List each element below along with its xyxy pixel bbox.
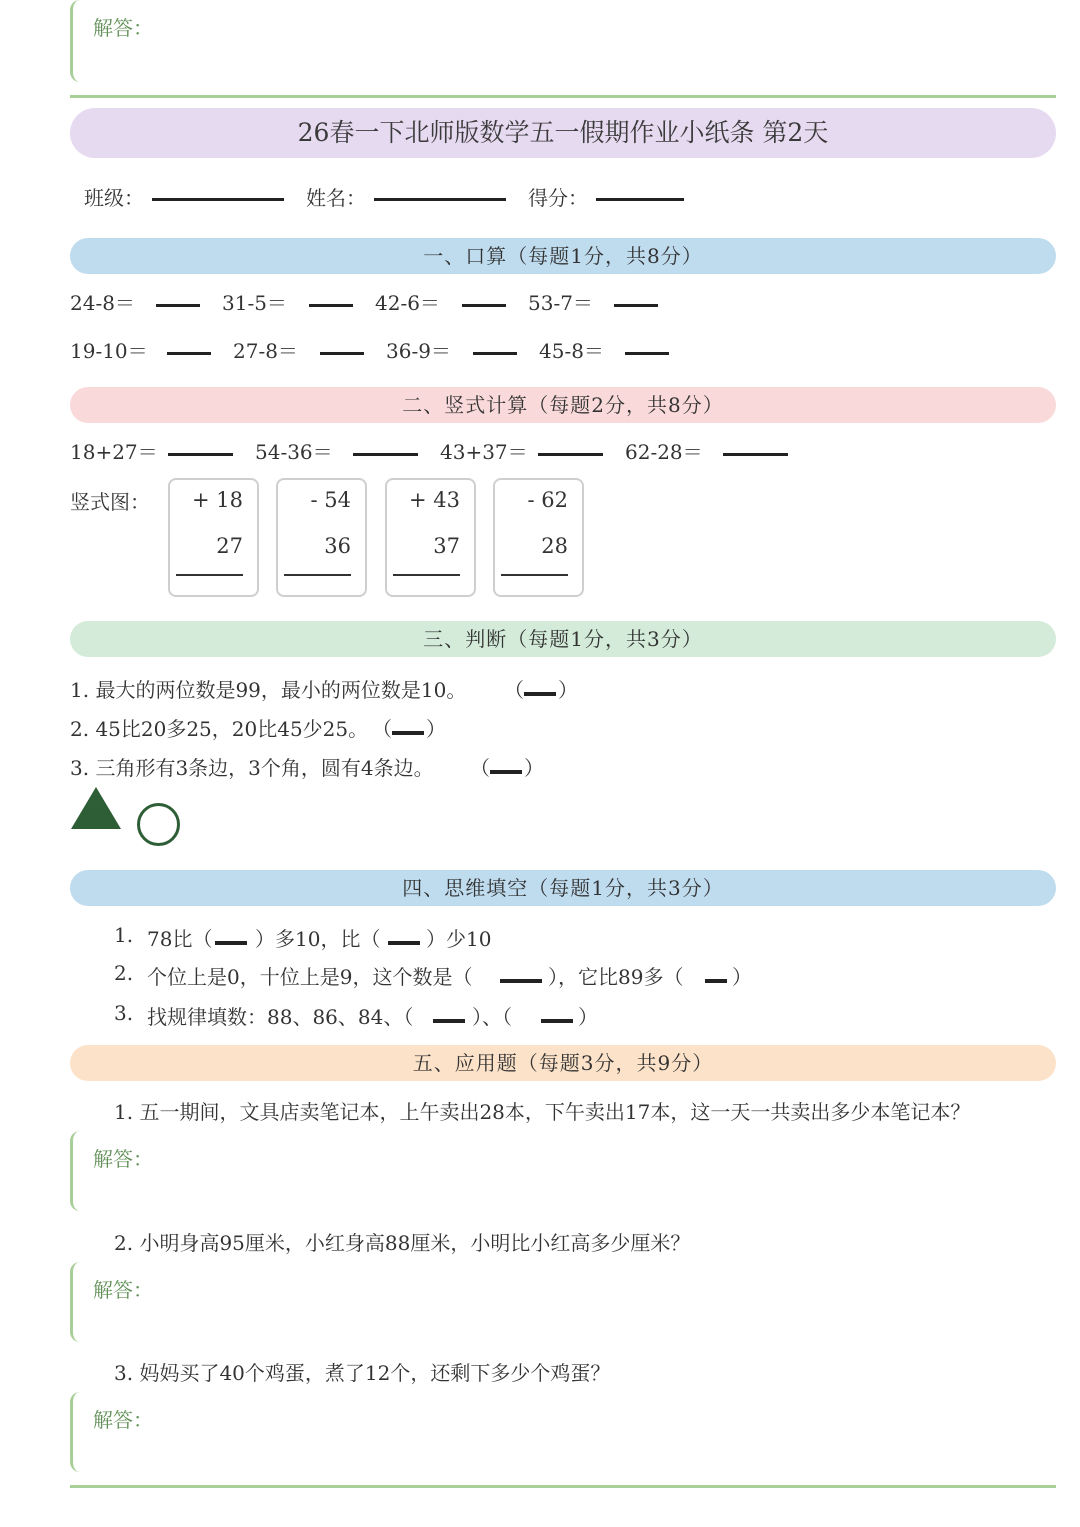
vertical-expr: 54-36＝ (255, 440, 333, 464)
paren-close: ） (524, 756, 544, 780)
vertical-card-line (501, 574, 568, 576)
vertical-answer-blank[interactable] (723, 453, 788, 456)
oral-answer-blank[interactable] (167, 352, 211, 355)
fill-answer-blank[interactable] (541, 1019, 573, 1023)
vertical-card (276, 478, 367, 597)
judge-item: 1. 最大的两位数是99，最小的两位数是10。 (70, 678, 467, 702)
divider-top (70, 95, 1056, 98)
oral-answer-blank[interactable] (309, 304, 353, 307)
vertical-card-bottom: 27 (216, 534, 243, 558)
fill-number: 1. (114, 923, 134, 947)
vertical-answer-blank[interactable] (353, 453, 418, 456)
answer-label: 解答： (93, 1278, 153, 1302)
fill-answer-blank[interactable] (705, 979, 727, 983)
fill-text: ）少10 (426, 927, 492, 951)
vertical-card-bottom: 28 (541, 534, 568, 558)
vertical-answer-blank[interactable] (538, 453, 603, 456)
oral-expr: 27-8＝ (233, 339, 298, 363)
vertical-card-bottom: 37 (433, 534, 460, 558)
circle-icon (136, 802, 181, 847)
fill-answer-blank[interactable] (215, 941, 247, 945)
vertical-answer-blank[interactable] (168, 453, 233, 456)
oral-answer-blank[interactable] (614, 304, 658, 307)
divider-bottom (70, 1485, 1056, 1488)
page-title: 26春一下北师版数学五一假期作业小纸条 第2天 (70, 108, 1056, 158)
judge-answer-blank[interactable] (490, 770, 522, 774)
oral-expr: 53-7＝ (528, 291, 593, 315)
oral-expr: 45-8＝ (539, 339, 604, 363)
word-question: 1. 五一期间，文具店卖笔记本，上午卖出28本，下午卖出17本，这一天一共卖出多少本笔记本？ (114, 1100, 971, 1124)
vertical-card-top: + 18 (192, 488, 243, 512)
word-question: 2. 小明身高95厘米，小红身高88厘米，小明比小红高多少厘米？ (114, 1231, 691, 1255)
score-label: 得分： (528, 186, 588, 210)
oral-answer-blank[interactable] (462, 304, 506, 307)
vertical-card (385, 478, 476, 597)
vertical-card (493, 478, 584, 597)
section-oral: 一、口算（每题1分，共8分） (70, 238, 1056, 274)
fill-number: 3. (114, 1001, 134, 1025)
judge-answer-blank[interactable] (524, 692, 556, 696)
answer-box[interactable] (70, 1262, 470, 1342)
class-label: 班级： (84, 186, 144, 210)
answer-label: 解答： (93, 16, 153, 40)
section-fill: 四、思维填空（每题1分，共3分） (70, 870, 1056, 906)
fill-text: 78比（ (147, 927, 213, 951)
section-judge: 三、判断（每题1分，共3分） (70, 621, 1056, 657)
fill-answer-blank[interactable] (433, 1019, 465, 1023)
vertical-card-line (176, 574, 243, 576)
paren-close: ） (558, 678, 578, 702)
fill-answer-blank[interactable] (500, 979, 542, 983)
fill-number: 2. (114, 961, 134, 985)
answer-box[interactable] (70, 1392, 470, 1472)
class-field[interactable] (152, 198, 284, 201)
section-vertical: 二、竖式计算（每题2分，共8分） (70, 387, 1056, 423)
vertical-card-top: - 62 (527, 488, 568, 512)
vertical-label: 竖式图： (70, 490, 150, 514)
word-question: 3. 妈妈买了40个鸡蛋，煮了12个，还剩下多少个鸡蛋？ (114, 1361, 611, 1385)
paren-open: （ (372, 717, 392, 741)
oral-answer-blank[interactable] (320, 352, 364, 355)
oral-expr: 42-6＝ (375, 291, 440, 315)
vertical-card-top: + 43 (409, 488, 460, 512)
paren-open: （ (470, 756, 490, 780)
oral-answer-blank[interactable] (156, 304, 200, 307)
oral-expr: 36-9＝ (386, 339, 451, 363)
paren-open: （ (504, 678, 524, 702)
paren-close: ） (426, 717, 446, 741)
vertical-expr: 18+27＝ (70, 440, 158, 464)
fill-text: 个位上是0，十位上是9，这个数是（ (147, 965, 473, 989)
answer-label: 解答： (93, 1408, 153, 1432)
vertical-expr: 62-28＝ (625, 440, 703, 464)
vertical-card-top: - 54 (310, 488, 351, 512)
fill-text: ）多10，比（ (255, 927, 381, 951)
fill-text: ） (732, 965, 752, 989)
name-field[interactable] (374, 198, 506, 201)
fill-answer-blank[interactable] (388, 941, 420, 945)
oral-answer-blank[interactable] (625, 352, 669, 355)
oral-expr: 31-5＝ (222, 291, 287, 315)
fill-text: ）、（ (472, 1005, 512, 1029)
name-label: 姓名： (306, 186, 366, 210)
section-word: 五、应用题（每题3分，共9分） (70, 1045, 1056, 1081)
answer-box-top (70, 0, 470, 82)
judge-answer-blank[interactable] (392, 731, 424, 735)
judge-item: 3. 三角形有3条边，3个角，圆有4条边。 (70, 756, 434, 780)
answer-label: 解答： (93, 1147, 153, 1171)
vertical-card-line (393, 574, 460, 576)
oral-expr: 19-10＝ (70, 339, 148, 363)
answer-box[interactable] (70, 1131, 470, 1211)
triangle-icon (70, 786, 122, 830)
vertical-card-line (284, 574, 351, 576)
fill-text: ） (578, 1005, 598, 1029)
vertical-expr: 43+37＝ (440, 440, 528, 464)
fill-text: 找规律填数：88、86、84、（ (147, 1005, 414, 1029)
vertical-card (168, 478, 259, 597)
oral-expr: 24-8＝ (70, 291, 135, 315)
score-field[interactable] (596, 198, 684, 201)
judge-item: 2. 45比20多25，20比45少25。 (70, 717, 369, 741)
oral-answer-blank[interactable] (473, 352, 517, 355)
fill-text: ），它比89多（ (548, 965, 684, 989)
vertical-card-bottom: 36 (324, 534, 351, 558)
